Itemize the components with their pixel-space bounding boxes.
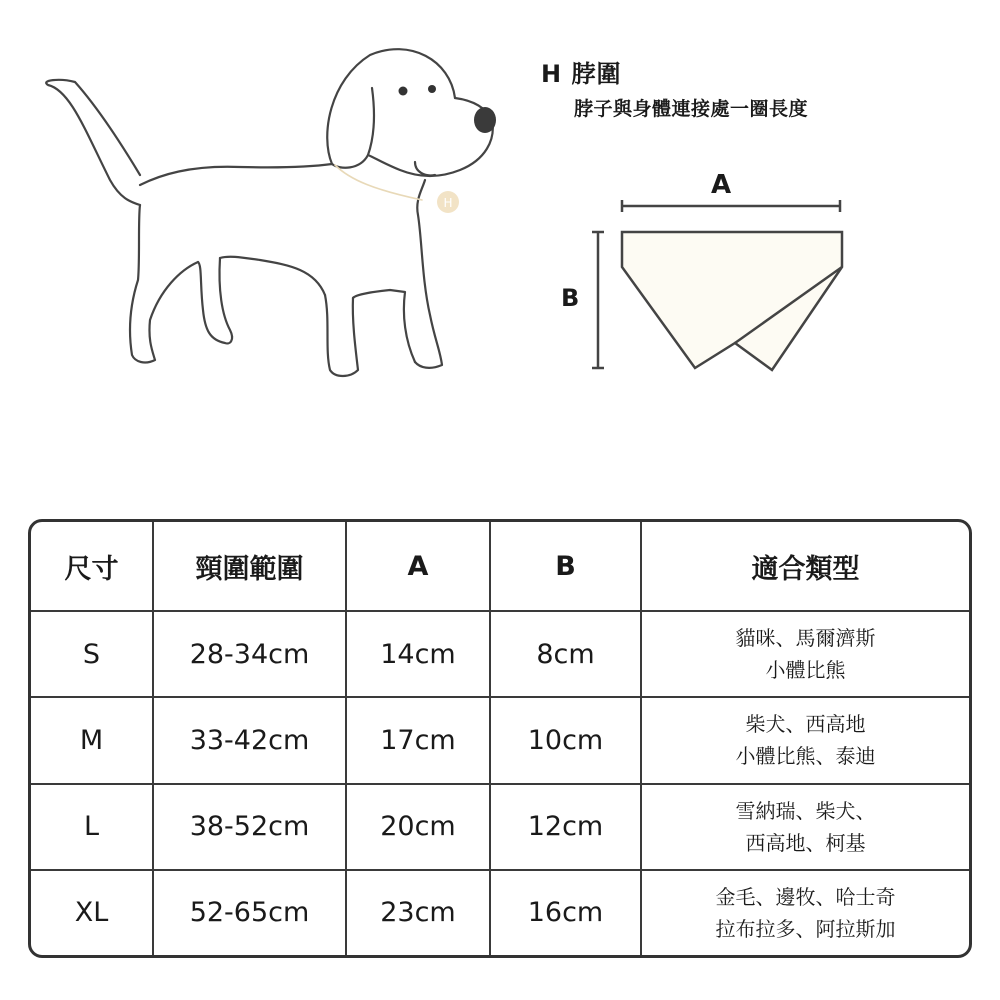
table-row: [31, 611, 969, 697]
dimension-b-label: B: [561, 284, 580, 312]
breeds-line: 雪納瑞、柴犬、: [735, 798, 876, 823]
header-neck-range: 頸圍範圍: [153, 522, 346, 611]
header-suitable-breeds: 適合類型: [641, 522, 969, 611]
neck-range-cell: 28-34cm: [153, 611, 346, 697]
header-b: B: [490, 522, 641, 611]
breeds-line: 西高地、柯基: [745, 830, 866, 855]
neck-range-cell: 33-42cm: [153, 697, 346, 783]
breeds-line: 小體比熊、泰迪: [735, 744, 876, 769]
header-size: 尺寸: [31, 522, 153, 611]
table-row: [31, 697, 969, 783]
b-cell: 12cm: [490, 784, 641, 870]
breeds-line: 金毛、邊牧、哈士奇: [715, 884, 896, 909]
b-cell: 10cm: [490, 697, 641, 783]
size-chart-table: [28, 519, 972, 958]
table-header-row: [31, 522, 969, 611]
table-row: [31, 784, 969, 870]
collar-tag-label: H: [443, 196, 453, 210]
measurement-title: H 脖圍: [541, 60, 622, 88]
b-cell: 16cm: [490, 870, 641, 955]
a-cell: 20cm: [346, 784, 490, 870]
breeds-cell: [641, 611, 969, 697]
breeds-line: 貓咪、馬爾濟斯: [735, 626, 876, 651]
neck-range-cell: 52-65cm: [153, 870, 346, 955]
dog-illustration: [30, 40, 510, 400]
size-cell: XL: [31, 870, 153, 955]
breeds-cell: [641, 870, 969, 955]
table-row: [31, 870, 969, 955]
measurement-description: 脖子與身體連接處一圈長度: [574, 98, 809, 120]
a-cell: 17cm: [346, 697, 490, 783]
header-a: A: [346, 522, 490, 611]
size-cell: M: [31, 697, 153, 783]
size-cell: L: [31, 784, 153, 870]
neck-range-cell: 38-52cm: [153, 784, 346, 870]
size-cell: S: [31, 611, 153, 697]
breeds-cell: [641, 784, 969, 870]
breeds-cell: [641, 697, 969, 783]
breeds-line: 柴犬、西高地: [745, 712, 866, 737]
b-cell: 8cm: [490, 611, 641, 697]
breeds-line: 小體比熊: [765, 658, 846, 683]
a-cell: 23cm: [346, 870, 490, 955]
breeds-line: 拉布拉多、阿拉斯加: [715, 916, 896, 941]
a-cell: 14cm: [346, 611, 490, 697]
dimension-a-label: A: [711, 170, 732, 200]
